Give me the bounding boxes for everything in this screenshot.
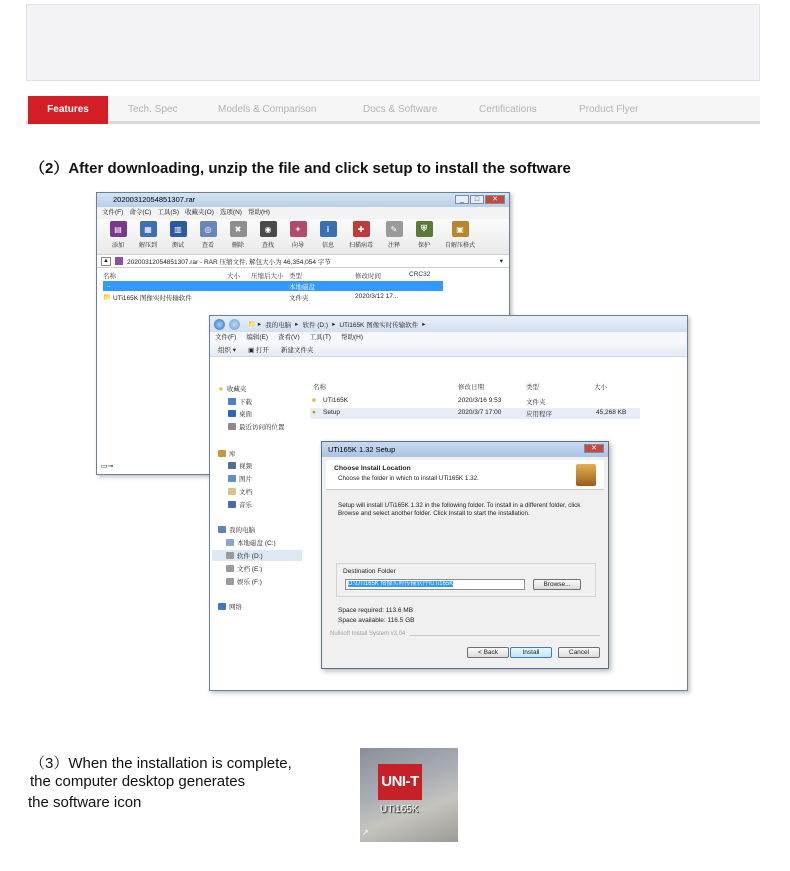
menu-favorites[interactable]: 收藏夹(O) [185,209,214,216]
menu-command[interactable]: 命令(C) [129,209,152,216]
menu-help[interactable]: 帮助(H) [340,334,363,341]
nav-recent[interactable]: 最近访问的位置 [228,422,285,431]
table-row[interactable]: .. 本地磁盘 [103,281,443,291]
setup-titlebar [322,442,608,457]
video-icon [228,462,236,469]
breadcrumb-drive[interactable]: 软件 (D:) [302,321,329,329]
drive-icon [226,578,234,585]
setup-title: UTi165K 1.32 Setup [328,445,396,454]
tool-info-button[interactable]: i 信息 [317,219,339,254]
network-icon [218,603,226,610]
maximize-icon[interactable]: □ [470,195,484,204]
drive-icon [226,565,234,572]
col-name[interactable]: 名称 [313,384,326,391]
desktop-icon-label[interactable]: UTi165K [380,804,419,815]
winrar-address-text: 20200312054851307.rar - RAR 压缩文件, 解包大小为 46,354,054 字节 [127,258,331,266]
tool-comment-button[interactable]: ✎ 注释 [383,219,405,254]
breadcrumb-folder[interactable]: UTi165K 图像实时传输软件 [339,321,419,329]
archive-icon [115,257,123,265]
menu-tools[interactable]: 工具(T) [309,334,331,341]
explorer-nav-pane [210,372,306,691]
close-icon[interactable]: ✕ [485,195,505,204]
nav-desktop[interactable]: 桌面 [228,409,252,418]
divider [410,635,600,636]
document-icon [228,488,236,495]
folder-icon: 📁 ▸ [248,321,262,328]
nav-computer[interactable]: 我的电脑 [218,525,255,534]
explorer-command-bar [210,344,687,357]
tab-certifications[interactable]: Certifications [479,104,537,115]
menu-options[interactable]: 选项(N) [219,209,242,216]
installer-box-icon [576,464,596,486]
col-date[interactable]: 修改日期 [458,384,484,391]
menu-tools[interactable]: 工具(S) [157,209,180,216]
folder-icon: 📁 [103,294,112,301]
delete-icon: ✖ [230,221,247,237]
explorer-nav-bar: 📁 ▸ 我的电脑 ▸ 软件 (D:) ▸ UTi165K 图像实时传输软件 ▸ [210,316,687,332]
protect-icon: ⛨ [416,221,433,237]
folder-icon: ■ [312,397,316,404]
tab-docs-software[interactable]: Docs & Software [363,104,438,115]
computer-icon [218,526,226,533]
tool-find-button[interactable]: ◉ 查找 [257,219,279,254]
picture-icon [228,475,236,482]
step2-instruction: （2）After downloading, unzip the file and click setup to install the software [30,160,571,177]
drive-icon [226,552,234,559]
nav-drive-c[interactable]: 本地磁盘 (C:) [226,538,276,547]
star-icon: ★ [218,385,224,393]
sfx-icon: ▣ [452,221,469,237]
step3-line1: （3）When the installation is complete, [30,755,292,772]
find-icon: ◉ [260,221,277,237]
organize-button[interactable]: 组织 ▾ [218,347,237,354]
nav-downloads[interactable]: 下载 [228,397,252,406]
list-item[interactable]: ● Setup 2020/3/7 17:00 应用程序 45,268 KB [310,408,640,419]
breadcrumb-computer[interactable]: 我的电脑 [265,321,292,329]
destination-folder-label: Destination Folder [343,568,396,575]
nav-documents[interactable]: 文档 [228,487,252,496]
winrar-menubar [97,207,509,219]
virus-scan-icon: ✚ [353,221,370,237]
menu-edit[interactable]: 编辑(E) [246,334,268,341]
space-available: Space available: 116.5 GB [338,617,415,624]
tool-sfx-button[interactable]: ▣ 自解压格式 [443,219,477,254]
nav-network[interactable]: 网络 [218,602,242,611]
tool-add-button[interactable]: ▤ 添加 [107,219,129,254]
back-button[interactable]: < Back [467,647,509,658]
nav-music[interactable]: 音乐 [228,500,252,509]
col-type[interactable]: 类型 [289,273,302,280]
new-folder-button[interactable]: 新建文件夹 [281,347,314,354]
step3-line2: the computer desktop generates [30,773,246,790]
col-crc[interactable]: CRC32 [409,271,431,278]
list-item[interactable]: ■ UTi165K 2020/3/16 9:53 文件夹 [312,397,546,406]
tool-virus-scan-button[interactable]: ✚ 扫描病毒 [347,219,375,254]
table-row[interactable]: 📁 UTi165K 图像实时传输软件 文件夹 2020/3/12 17... [103,293,399,302]
tool-test-button[interactable]: ▥ 测试 [167,219,189,254]
open-button[interactable]: ▣ 打开 [248,347,270,354]
destination-folder-input[interactable]: D:\UTi165K 图像实时传输软件\UTi165K [345,579,525,590]
extract-icon: ▦ [140,221,157,237]
uni-t-logo-icon[interactable]: UNI-T [378,764,422,800]
info-icon: i [320,221,337,237]
col-name[interactable]: 名称 [103,273,116,280]
setup-app-icon: ● [312,409,316,416]
explorer-file-list [308,372,688,420]
nav-pictures[interactable]: 图片 [228,474,252,483]
desktop-icon [228,410,236,417]
col-modified[interactable]: 修改时间 [355,273,381,280]
chevron-down-icon[interactable]: ▾ [499,258,503,265]
drive-status-icon: ▭⊸ [101,463,114,470]
menu-help[interactable]: 帮助(H) [247,209,270,216]
download-icon [228,398,236,405]
cancel-button[interactable]: Cancel [558,647,600,658]
add-icon: ▤ [110,221,127,237]
setup-dialog [321,441,609,669]
forward-arrow-icon[interactable] [229,319,240,330]
tool-extract-button[interactable]: ▦ 解压到 [137,219,159,254]
nav-videos[interactable]: 视频 [228,461,252,470]
explorer-menubar [210,332,687,344]
view-icon: ◎ [200,221,217,237]
desktop-preview [360,748,458,842]
nav-drive-d[interactable]: 软件 (D:) [212,550,302,561]
product-banner [26,4,760,81]
col-size[interactable]: 大小 [594,384,607,391]
nav-library[interactable]: 库 [218,449,236,458]
tool-view-button[interactable]: ◎ 查看 [197,219,219,254]
product-tab-bar [26,96,760,124]
menu-file[interactable]: 文件(F) [102,209,124,216]
nav-drive-f[interactable]: 娱乐 (F:) [226,577,262,586]
winrar-title: 20200312054851307.rar [113,195,196,204]
back-arrow-icon[interactable] [214,319,225,330]
recent-places-icon [228,423,236,430]
tab-tech-spec[interactable]: Tech. Spec [128,104,178,115]
space-required: Space required: 113.6 MB [338,607,414,614]
menu-file[interactable]: 文件(F) [215,334,237,341]
winrar-titlebar [97,193,509,207]
tab-models-comparison[interactable]: Models & Comparison [218,104,317,115]
tab-features[interactable]: Features [28,96,108,124]
up-folder-icon[interactable]: ▲ [101,257,111,266]
library-icon [218,450,226,457]
nsis-version: Nullsoft Install System v3.04 [330,631,406,637]
setup-body-text: Setup will install UTi165K 1.32 in the following folder. To install in a different folder, click Browse and select another folder. Click Install to start the installation. [338,502,581,517]
minimize-icon[interactable]: _ [455,195,469,204]
tool-protect-button[interactable]: ⛨ 保护 [413,219,435,254]
browse-button[interactable]: Browse... [533,579,581,590]
col-packed[interactable]: 压缩后大小 [251,273,284,280]
winrar-address-bar[interactable] [97,255,509,268]
col-size[interactable]: 大小 [227,273,240,280]
setup-header [326,460,604,490]
winrar-toolbar [97,219,509,255]
step3-line3: the software icon [28,794,142,811]
tab-product-flyer[interactable]: Product Flyer [579,104,639,115]
shortcut-arrow-icon: ↗ [362,828,369,837]
test-icon: ▥ [170,221,187,237]
install-button[interactable]: Install [510,647,552,658]
nav-drive-e[interactable]: 文档 (E:) [226,564,262,573]
tool-delete-button[interactable]: ✖ 删除 [227,219,249,254]
tool-wizard-button[interactable]: ✦ 向导 [287,219,309,254]
col-type[interactable]: 类型 [526,384,539,391]
nav-favorites[interactable]: ★ 收藏夹 [218,385,247,393]
setup-header-subtitle: Choose the folder in which to install UTi165K 1.32. [338,475,479,482]
drive-icon [226,539,234,546]
comment-icon: ✎ [386,221,403,237]
wizard-icon: ✦ [290,221,307,237]
close-icon[interactable]: ✕ [584,444,604,453]
setup-header-title: Choose Install Location [334,465,411,472]
destination-folder-group [336,563,596,597]
music-icon [228,501,236,508]
menu-view[interactable]: 查看(V) [277,334,300,341]
